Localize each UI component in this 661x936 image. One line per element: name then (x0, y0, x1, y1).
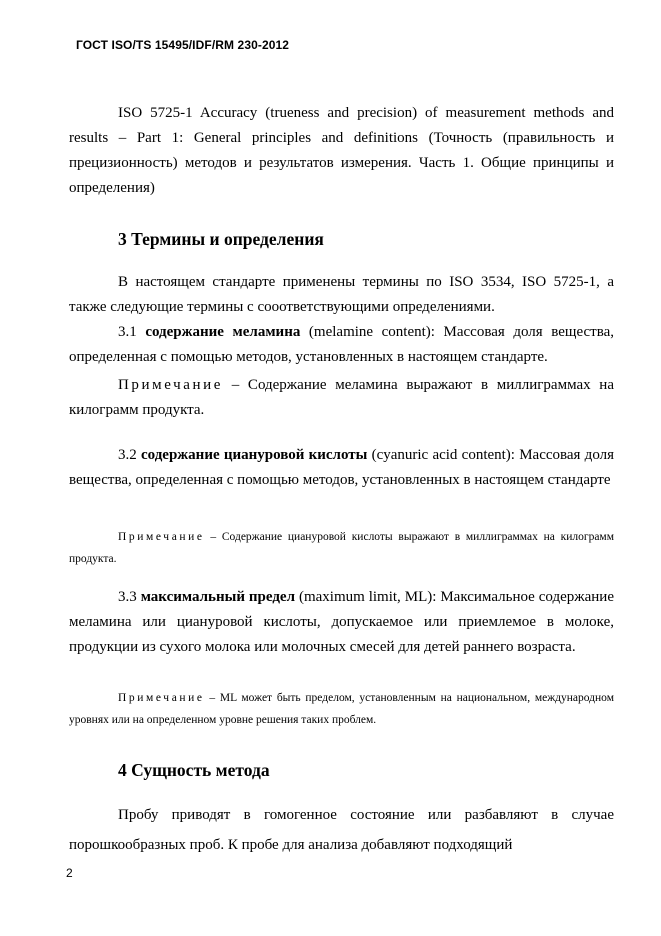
term-name: максимальный предел (140, 589, 296, 605)
note-3-2 (69, 526, 614, 570)
note-3-3 (69, 687, 614, 731)
reference-paragraph: ISO 5725-1 Accuracy (trueness and precision) of measurement methods and results – Part 1: General principles and definitions (Точность (правильность и прецизионность) методов и результатов измерения. Часть 1. Общие принципы и определения) (69, 105, 614, 196)
note-label: Примечание (118, 531, 205, 543)
note-label: Примечание (118, 692, 205, 704)
note-text: – ML может быть пределом, установленным на национальном, международном уровнях или на определенном уровне решения таких проблем. (69, 692, 614, 726)
term-definition: (maximum limit, ML): Максимальное содержание меламина или циануровой кислоты, допускаемое или приемлемое в молоке, продукции из сухого молока или молочных смесей для детей раннего возраста. (69, 589, 614, 655)
note-3-1 (69, 373, 614, 423)
section-4-text: Пробу приводят в гомогенное состояние или разбавляют в случае порошкообразных проб. К пробе для анализа добавляют подходящий (69, 807, 614, 853)
page-number: 2 (66, 866, 73, 880)
note-text: – Содержание циануровой кислоты выражают в миллиграммах на килограмм продукта. (69, 531, 614, 565)
note-text: – Содержание меламина выражают в миллиграммах на килограмм продукта. (69, 377, 614, 418)
document-header: ГОСТ ISO/TS 15495/IDF/RM 230-2012 (76, 38, 290, 52)
term-3-1 (69, 320, 614, 370)
term-number: 3.2 (118, 447, 137, 463)
term-name: содержание циануровой кислоты (140, 447, 368, 463)
section-3-intro: В настоящем стандарте применены термины по ISO 3534, ISO 5725-1, а также следующие термины с сооответствующими определениями. (69, 274, 614, 315)
term-name: содержание меламина (145, 324, 301, 340)
term-definition: (melamine content): Массовая доля вещества, определенная с помощью методов, установленных в настоящем стандарте. (69, 324, 614, 365)
term-definition: (cyanuric acid content): Массовая доля вещества, определенная с помощью методов, установленных в настоящем стандарте (69, 447, 614, 488)
term-number: 3.1 (118, 324, 137, 340)
term-3-3 (69, 585, 614, 660)
term-number: 3.3 (118, 589, 137, 605)
section-3-heading: 3 Термины и определения (118, 229, 324, 249)
note-label: Примечание (118, 377, 224, 393)
section-4-heading: 4 Сущность метода (118, 760, 270, 780)
term-3-2 (69, 443, 614, 493)
